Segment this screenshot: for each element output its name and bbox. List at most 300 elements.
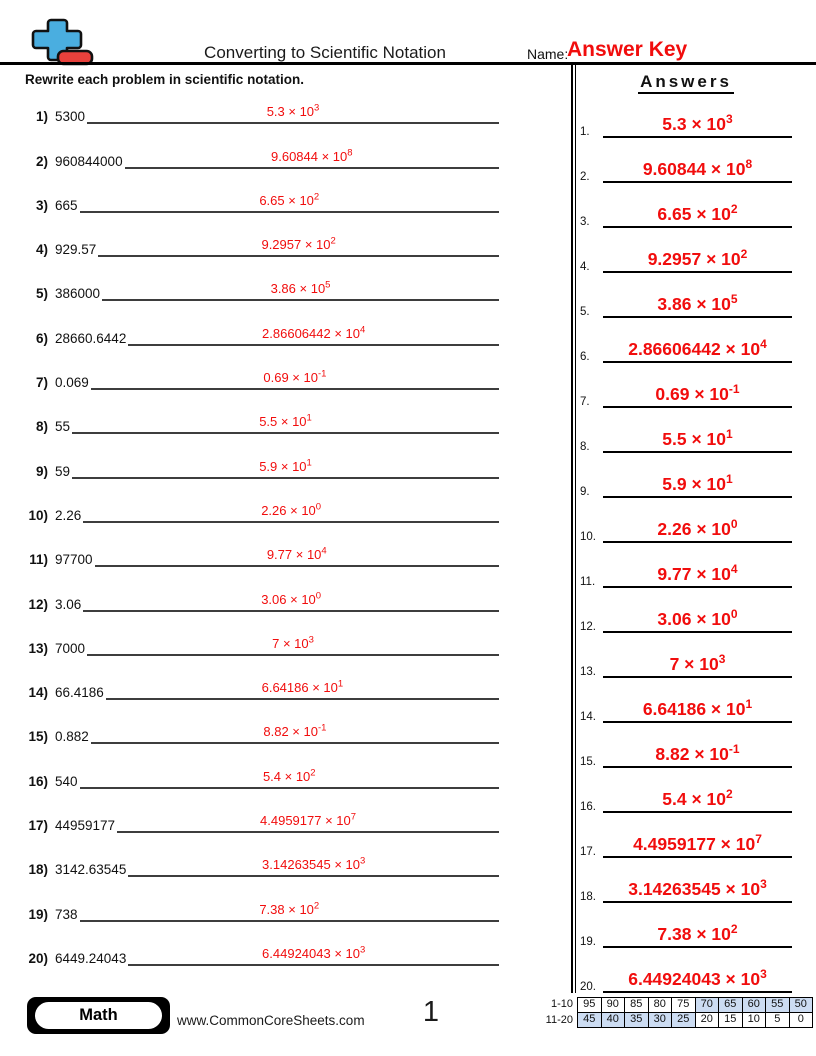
problem-answer-line — [117, 812, 499, 833]
answer-exponent: 3 — [308, 634, 314, 646]
answer-exponent: 2 — [730, 202, 738, 217]
page-title: Converting to Scientific Notation — [204, 43, 446, 62]
problem-row — [25, 257, 559, 301]
answer-base: 9.60844 × 10 — [642, 159, 746, 179]
problem-row — [25, 877, 559, 921]
problem-answer — [261, 237, 335, 252]
answers-panel-title: Answers — [638, 72, 734, 94]
answer-base: 0.69 × 10 — [263, 370, 318, 386]
score-cell: 75 — [671, 997, 696, 1013]
problem-answer-line — [128, 324, 499, 345]
answer-base: 5.4 × 10 — [662, 789, 727, 809]
answer-line — [603, 788, 792, 813]
answer-base: 9.77 × 10 — [266, 547, 322, 563]
answer-base: 8.82 × 10 — [263, 724, 318, 740]
problem-value: 6449.24043 — [55, 950, 127, 966]
answer-row — [580, 543, 794, 588]
answer-number: 11. — [580, 576, 596, 588]
answer-base: 2.26 × 10 — [657, 519, 731, 539]
problem-number: 12) — [28, 596, 48, 612]
answer-value — [657, 609, 737, 629]
score-cell: 10 — [742, 1012, 767, 1029]
score-cell: 40 — [601, 1012, 626, 1029]
answer-value — [657, 924, 737, 944]
problem-answer-line — [128, 945, 499, 966]
answer-base: 7.38 × 10 — [657, 924, 731, 944]
score-cell: 25 — [671, 1012, 696, 1029]
answer-line — [603, 833, 792, 858]
answer-exponent: 3 — [726, 112, 733, 127]
answer-exponent: 4 — [360, 324, 366, 336]
answer-exponent: 0 — [730, 607, 738, 622]
answer-base: 5.5 × 10 — [662, 429, 727, 449]
answer-line — [603, 158, 792, 183]
answer-line — [603, 338, 792, 363]
answer-exponent: 2 — [730, 922, 738, 937]
answer-line — [603, 203, 792, 228]
problem-value: 5300 — [55, 109, 86, 125]
answer-base: 5.3 × 10 — [266, 104, 315, 120]
score-cell: 30 — [648, 1012, 673, 1029]
answer-exponent: 0 — [315, 501, 322, 513]
answer-base: 0.69 × 10 — [655, 384, 729, 404]
answer-value — [643, 699, 752, 719]
problem-row — [25, 479, 559, 523]
answer-number: 7. — [580, 396, 590, 408]
score-cell: 45 — [577, 1012, 602, 1029]
problem-row — [25, 124, 559, 168]
answer-value — [655, 744, 739, 764]
answer-number: 4. — [580, 261, 590, 273]
score-row — [532, 997, 813, 1013]
answer-exponent: 4 — [321, 545, 327, 557]
answer-base: 3.06 × 10 — [261, 591, 316, 607]
answer-value — [657, 519, 737, 539]
answer-row — [580, 948, 794, 993]
answer-base: 3.86 × 10 — [657, 294, 731, 314]
problem-answer-line — [91, 369, 499, 390]
problem-number: 19) — [28, 906, 48, 922]
answer-row — [580, 903, 794, 948]
answer-value — [648, 249, 748, 269]
answer-base: 5.3 × 10 — [662, 114, 727, 134]
problem-answer — [263, 370, 326, 385]
problem-number: 13) — [28, 640, 48, 656]
problem-value: 386000 — [55, 286, 101, 302]
answer-base: 6.65 × 10 — [657, 204, 731, 224]
problem-answer — [261, 592, 321, 607]
answer-number: 14. — [580, 711, 596, 723]
problem-value: 66.4186 — [55, 685, 104, 701]
problem-number: 5) — [35, 286, 48, 302]
problem-number: 18) — [28, 862, 48, 878]
problem-answer-line — [87, 103, 499, 124]
answer-number: 20. — [580, 981, 596, 993]
problem-row — [25, 434, 559, 478]
score-cell: 95 — [577, 997, 602, 1013]
answer-row — [580, 858, 794, 903]
answer-base: 9.77 × 10 — [657, 564, 731, 584]
header-divider-line — [0, 62, 816, 65]
answer-exponent: -1 — [728, 742, 740, 757]
problem-answer — [262, 946, 365, 961]
website-url: www.CommonCoreSheets.com — [177, 1013, 365, 1028]
problem-row — [25, 523, 559, 567]
answer-row — [580, 408, 794, 453]
problem-row — [25, 922, 559, 966]
answers-list — [580, 93, 794, 993]
answer-base: 3.14263545 × 10 — [262, 857, 360, 873]
score-cell: 35 — [624, 1012, 649, 1029]
problem-row — [25, 789, 559, 833]
problem-answer-line — [125, 147, 499, 168]
answer-row — [580, 453, 794, 498]
problem-number: 2) — [35, 153, 48, 169]
score-cell: 15 — [718, 1012, 743, 1029]
problem-number: 14) — [28, 685, 48, 701]
problem-number: 9) — [35, 463, 48, 479]
score-cell: 20 — [695, 1012, 720, 1029]
score-cell: 65 — [718, 997, 743, 1013]
problem-value: 665 — [55, 197, 78, 213]
score-cell: 0 — [789, 1012, 814, 1029]
name-label: Name: — [527, 46, 569, 62]
answer-exponent: 7 — [350, 811, 357, 823]
commoncoresheets-plus-minus-logo-icon — [30, 17, 96, 67]
problem-row — [25, 169, 559, 213]
answer-row — [580, 228, 794, 273]
answer-line — [603, 248, 792, 273]
problem-answer — [262, 857, 365, 872]
answer-line — [603, 563, 792, 588]
answer-row — [580, 318, 794, 363]
problem-answer — [262, 326, 365, 341]
answer-value — [657, 204, 737, 224]
answer-row — [580, 678, 794, 723]
problem-number: 10) — [28, 507, 48, 523]
problem-value: 3.06 — [55, 596, 82, 612]
problem-number: 3) — [35, 197, 48, 213]
problem-value: 55 — [55, 419, 71, 435]
answer-line — [603, 518, 792, 543]
answer-number: 5. — [580, 306, 590, 318]
problem-answer-line — [95, 546, 499, 567]
problem-answer — [267, 104, 320, 119]
answer-row — [580, 813, 794, 858]
problem-answer-line — [98, 236, 499, 257]
answer-exponent: 4 — [760, 337, 767, 352]
answer-exponent: 1 — [337, 678, 344, 690]
problem-row — [25, 390, 559, 434]
answer-number: 3. — [580, 216, 590, 228]
score-range-label: 11-20 — [545, 1013, 573, 1026]
answer-exponent: 2 — [740, 247, 748, 262]
answer-value — [655, 384, 739, 404]
answer-exponent: 2 — [313, 191, 320, 203]
answer-base: 6.64186 × 10 — [642, 699, 746, 719]
problem-answer-line — [72, 457, 499, 478]
problem-answer — [271, 281, 331, 296]
problem-answer — [263, 724, 326, 739]
answer-exponent: 3 — [360, 944, 366, 956]
problem-number: 1) — [35, 109, 48, 125]
subject-badge-label: Math — [35, 1002, 162, 1029]
answer-exponent: 1 — [306, 457, 312, 469]
answer-number: 17. — [580, 846, 596, 858]
answers-panel-header — [580, 72, 792, 92]
answer-base: 6.44924043 × 10 — [628, 969, 761, 989]
answer-value — [657, 294, 737, 314]
score-cell: 85 — [624, 997, 649, 1013]
problem-answer — [271, 149, 353, 164]
problem-value: 59 — [55, 463, 71, 479]
problem-row — [25, 612, 559, 656]
problem-number: 8) — [35, 419, 48, 435]
answer-base: 9.2957 × 10 — [647, 249, 741, 269]
problem-row — [25, 833, 559, 877]
answer-number: 9. — [580, 486, 590, 498]
answer-value — [662, 429, 732, 449]
answer-base: 5.4 × 10 — [262, 768, 311, 784]
problem-number: 16) — [28, 773, 48, 789]
answer-value — [662, 474, 732, 494]
answer-exponent: 3 — [760, 877, 767, 892]
answer-line — [603, 878, 792, 903]
problem-answer-line — [83, 502, 499, 523]
score-cell: 90 — [601, 997, 626, 1013]
answer-line — [603, 473, 792, 498]
answer-exponent: 1 — [306, 413, 312, 425]
page-number: 1 — [422, 996, 440, 1028]
answer-row — [580, 723, 794, 768]
answer-line — [603, 698, 792, 723]
score-cell: 5 — [765, 1012, 790, 1029]
answer-line — [603, 743, 792, 768]
problem-row — [25, 700, 559, 744]
answer-key-label: Answer Key — [567, 38, 688, 61]
answer-exponent: 3 — [314, 102, 320, 114]
problem-answer-line — [87, 635, 499, 656]
answer-base: 7.38 × 10 — [259, 901, 314, 917]
answer-base: 9.60844 × 10 — [271, 148, 348, 164]
answer-value — [662, 789, 732, 809]
problem-answer — [272, 636, 314, 651]
answer-row — [580, 273, 794, 318]
answer-base: 5.5 × 10 — [259, 414, 307, 430]
problem-answer — [259, 414, 312, 429]
answer-exponent: 5 — [325, 280, 331, 292]
problem-number: 4) — [35, 242, 48, 258]
answer-base: 3.86 × 10 — [270, 281, 326, 297]
answer-line — [603, 968, 792, 993]
answer-row — [580, 768, 794, 813]
problem-row — [25, 346, 559, 390]
answer-row — [580, 498, 794, 543]
answer-number: 8. — [580, 441, 590, 453]
problem-value: 97700 — [55, 552, 93, 568]
problem-value: 929.57 — [55, 242, 97, 258]
problem-answer — [267, 547, 327, 562]
answer-base: 5.9 × 10 — [662, 474, 727, 494]
score-cell: 60 — [742, 997, 767, 1013]
problem-row — [25, 744, 559, 788]
problem-value: 960844000 — [55, 153, 123, 169]
answer-exponent: 3 — [360, 856, 366, 868]
problem-value: 0.882 — [55, 729, 89, 745]
answer-value — [670, 654, 726, 674]
answer-exponent: 1 — [726, 472, 733, 487]
answer-value — [628, 339, 767, 359]
problem-value: 540 — [55, 773, 78, 789]
problem-answer-line — [72, 413, 499, 434]
score-cell: 80 — [648, 997, 673, 1013]
problem-row — [25, 213, 559, 257]
problem-answer — [261, 503, 321, 518]
answer-row — [580, 183, 794, 228]
score-cell: 70 — [695, 997, 720, 1013]
answer-number: 19. — [580, 936, 596, 948]
answer-base: 3.06 × 10 — [657, 609, 731, 629]
answer-line — [603, 293, 792, 318]
problem-number: 6) — [35, 330, 48, 346]
score-row — [532, 1013, 813, 1029]
answer-exponent: 4 — [730, 562, 738, 577]
answer-base: 6.65 × 10 — [259, 192, 314, 208]
problem-answer — [259, 459, 312, 474]
answer-exponent: -1 — [317, 368, 327, 380]
problem-answer-line — [80, 192, 499, 213]
answer-exponent: 1 — [726, 427, 733, 442]
answer-row — [580, 138, 794, 183]
column-divider-line — [571, 65, 576, 993]
problem-number: 15) — [28, 729, 48, 745]
answer-value — [628, 969, 767, 989]
answer-number: 12. — [580, 621, 596, 633]
problem-value: 3142.63545 — [55, 862, 127, 878]
answer-row — [580, 93, 794, 138]
problem-number: 11) — [29, 552, 48, 568]
problem-value: 28660.6442 — [55, 330, 127, 346]
problem-value: 0.069 — [55, 375, 89, 391]
answer-row — [580, 363, 794, 408]
answer-number: 13. — [580, 666, 596, 678]
problem-answer-line — [83, 590, 499, 611]
answer-exponent: 0 — [730, 517, 738, 532]
instructions-text: Rewrite each problem in scientific notation. — [25, 72, 305, 87]
answer-exponent: 0 — [315, 590, 322, 602]
answer-value — [643, 159, 752, 179]
answer-base: 3.14263545 × 10 — [628, 879, 761, 899]
answer-exponent: 2 — [330, 235, 336, 247]
score-table — [532, 997, 813, 1028]
answer-base: 8.82 × 10 — [655, 744, 729, 764]
problem-answer — [259, 902, 319, 917]
answer-number: 16. — [580, 801, 596, 813]
problem-answer — [259, 193, 319, 208]
answer-exponent: 2 — [310, 767, 316, 779]
answer-exponent: 5 — [730, 292, 738, 307]
answer-value — [628, 879, 767, 899]
answer-line — [603, 428, 792, 453]
problem-value: 7000 — [55, 640, 86, 656]
subject-badge — [27, 997, 170, 1034]
problem-answer-line — [80, 900, 499, 921]
answer-line — [603, 923, 792, 948]
problem-answer-line — [102, 280, 499, 301]
problem-row — [25, 567, 559, 611]
problem-row — [25, 80, 559, 124]
score-cell: 55 — [765, 997, 790, 1013]
answer-base: 2.86606442 × 10 — [628, 339, 761, 359]
problem-answer — [260, 813, 356, 828]
answer-line — [603, 653, 792, 678]
answer-base: 7 × 10 — [669, 654, 719, 674]
answer-number: 10. — [580, 531, 596, 543]
problem-row — [25, 301, 559, 345]
answer-base: 4.4959177 × 10 — [260, 813, 351, 829]
answer-line — [603, 383, 792, 408]
answer-value — [657, 564, 737, 584]
problems-list — [25, 80, 559, 966]
answer-exponent: 8 — [347, 147, 353, 159]
answer-number: 6. — [580, 351, 590, 363]
answer-row — [580, 633, 794, 678]
problem-answer-line — [80, 767, 499, 788]
score-cell: 50 — [789, 997, 814, 1013]
answer-base: 2.26 × 10 — [261, 502, 316, 518]
answer-base: 7 × 10 — [272, 635, 309, 651]
answer-exponent: 3 — [718, 652, 726, 667]
answer-number: 2. — [580, 171, 590, 183]
answer-base: 2.86606442 × 10 — [262, 325, 360, 341]
problem-value: 44959177 — [55, 818, 116, 834]
problem-answer — [262, 680, 344, 695]
answer-exponent: -1 — [317, 723, 327, 735]
answer-base: 6.44924043 × 10 — [262, 945, 360, 961]
problem-number: 17) — [28, 818, 48, 834]
answer-exponent: 8 — [745, 157, 753, 172]
answer-value — [633, 834, 762, 854]
answer-exponent: 1 — [745, 697, 753, 712]
answer-line — [603, 608, 792, 633]
problem-row — [25, 656, 559, 700]
problem-value: 738 — [55, 906, 78, 922]
answer-line — [603, 113, 792, 138]
answer-base: 9.2957 × 10 — [261, 237, 331, 253]
answer-row — [580, 588, 794, 633]
problem-answer — [263, 769, 316, 784]
answer-exponent: -1 — [728, 382, 740, 397]
answer-base: 6.64186 × 10 — [261, 680, 338, 696]
problem-answer-line — [106, 679, 499, 700]
answer-exponent: 7 — [755, 832, 762, 847]
answer-exponent: 3 — [760, 967, 767, 982]
problem-number: 7) — [35, 375, 48, 391]
answer-value — [662, 114, 732, 134]
problem-value: 2.26 — [55, 507, 82, 523]
problem-answer-line — [128, 856, 499, 877]
answer-number: 1. — [580, 126, 590, 138]
score-range-label: 1-10 — [550, 998, 573, 1010]
answer-base: 4.4959177 × 10 — [633, 834, 756, 854]
problem-answer-line — [91, 723, 499, 744]
answer-number: 15. — [580, 756, 596, 768]
problem-number: 20) — [28, 950, 48, 966]
answer-exponent: 2 — [313, 900, 320, 912]
answer-exponent: 2 — [726, 787, 733, 802]
answer-number: 18. — [580, 891, 596, 903]
answer-base: 5.9 × 10 — [259, 458, 307, 474]
